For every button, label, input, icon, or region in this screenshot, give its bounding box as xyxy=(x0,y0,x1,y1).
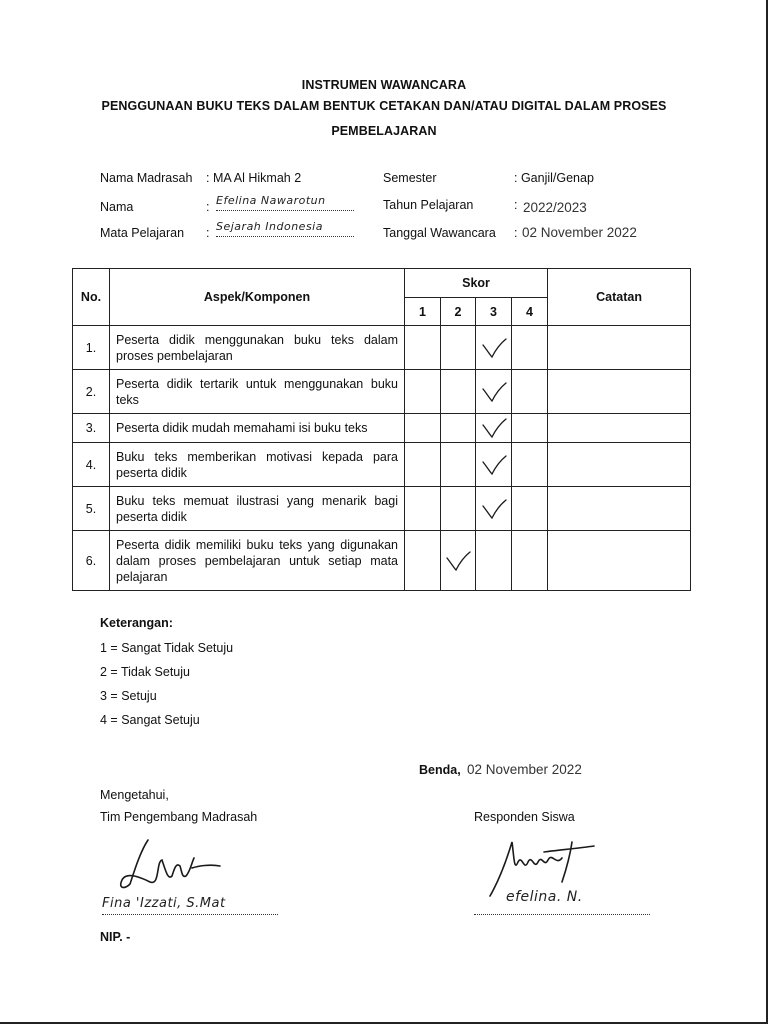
tanggal-label: Tanggal Wawancara xyxy=(383,226,496,240)
checkmark-icon xyxy=(476,417,511,439)
header-aspek: Aspek/Komponen xyxy=(110,269,405,326)
table-row xyxy=(73,531,691,591)
mapel-value-handwritten: Sejarah Indonesia xyxy=(216,220,354,237)
score-cell-2 xyxy=(441,443,476,487)
table-row xyxy=(73,326,691,370)
nip-label: NIP. - xyxy=(100,930,131,944)
tahun-colon: : xyxy=(514,198,518,212)
table-row xyxy=(73,414,691,443)
semester-label: Semester xyxy=(383,171,437,185)
header-score-2: 2 xyxy=(441,298,476,326)
assessment-table xyxy=(72,268,691,591)
table-row xyxy=(73,443,691,487)
checkmark-icon xyxy=(441,550,475,572)
score-cell-4 xyxy=(512,370,548,414)
checkmark-icon xyxy=(476,454,511,476)
right-signer-role: Responden Siswa xyxy=(474,810,575,824)
checkmark-icon xyxy=(476,337,511,359)
row-aspek: Buku teks memuat ilustrasi yang menarik bagi peserta didik xyxy=(110,487,405,531)
tahun-value: 2022/2023 xyxy=(523,200,587,215)
row-number: 2. xyxy=(73,370,110,414)
score-cell-1 xyxy=(405,443,441,487)
row-catatan xyxy=(548,414,691,443)
row-catatan xyxy=(548,531,691,591)
score-cell-3 xyxy=(476,414,512,443)
tanggal-colon: : xyxy=(514,226,518,240)
document-title-line1: INSTRUMEN WAWANCARA xyxy=(301,78,467,92)
score-cell-1 xyxy=(405,487,441,531)
header-catatan: Catatan xyxy=(548,269,691,326)
keterangan-title: Keterangan: xyxy=(100,616,173,630)
nama-label: Nama xyxy=(100,200,134,214)
score-cell-4 xyxy=(512,443,548,487)
row-catatan xyxy=(548,326,691,370)
score-cell-4 xyxy=(512,487,548,531)
document-title-line2: PENGGUNAAN BUKU TEKS DALAM BENTUK CETAKAN DAN/ATAU DIGITAL DALAM PROSES xyxy=(101,99,667,113)
score-cell-2 xyxy=(441,414,476,443)
left-signature xyxy=(110,832,230,902)
tanggal-value: 02 November 2022 xyxy=(522,225,637,240)
row-number: 3. xyxy=(73,414,110,443)
left-signer-role: Tim Pengembang Madrasah xyxy=(100,810,258,824)
keterangan-item: 2 = Tidak Setuju xyxy=(100,665,190,679)
mengetahui-label: Mengetahui, xyxy=(100,788,169,802)
mapel-label: Mata Pelajaran xyxy=(100,226,185,240)
checkmark-icon xyxy=(476,498,511,520)
row-number: 1. xyxy=(73,326,110,370)
score-cell-4 xyxy=(512,414,548,443)
right-signature-line xyxy=(474,913,650,915)
tahun-label: Tahun Pelajaran xyxy=(383,198,474,212)
score-cell-3 xyxy=(476,326,512,370)
row-aspek: Peserta didik mudah memahami isi buku teks xyxy=(110,414,405,443)
madrasah-label: Nama Madrasah xyxy=(100,171,193,185)
row-catatan xyxy=(548,487,691,531)
score-cell-3 xyxy=(476,487,512,531)
row-catatan xyxy=(548,370,691,414)
header-score-4: 4 xyxy=(512,298,548,326)
nama-value-handwritten: Efelina Nawarotun xyxy=(216,194,354,211)
table-row xyxy=(73,487,691,531)
score-cell-3 xyxy=(476,443,512,487)
score-cell-1 xyxy=(405,370,441,414)
score-cell-2 xyxy=(441,370,476,414)
table-row xyxy=(73,370,691,414)
row-aspek: Peserta didik tertarik untuk menggunakan buku teks xyxy=(110,370,405,414)
place-label: Benda, xyxy=(419,763,461,777)
header-no: No. xyxy=(73,269,110,326)
checkmark-icon xyxy=(476,381,511,403)
row-number: 5. xyxy=(73,487,110,531)
row-aspek: Buku teks memberikan motivasi kepada para peserta didik xyxy=(110,443,405,487)
keterangan-item: 3 = Setuju xyxy=(100,689,157,703)
row-number: 4. xyxy=(73,443,110,487)
row-number: 6. xyxy=(73,531,110,591)
score-cell-1 xyxy=(405,531,441,591)
document-title-line3: PEMBELAJARAN xyxy=(331,124,437,138)
row-aspek: Peserta didik memiliki buku teks yang digunakan dalam proses pembelajaran untuk setiap mata pelajaran xyxy=(110,531,405,591)
score-cell-4 xyxy=(512,531,548,591)
score-cell-3 xyxy=(476,370,512,414)
left-signer-name-handwritten: Fina 'Izzati, S.Mat xyxy=(102,896,278,915)
score-cell-1 xyxy=(405,414,441,443)
score-cell-2 xyxy=(441,531,476,591)
score-cell-3 xyxy=(476,531,512,591)
nama-colon: : xyxy=(206,200,210,214)
right-signer-name-handwritten: efelina. N. xyxy=(506,889,583,905)
keterangan-item: 1 = Sangat Tidak Setuju xyxy=(100,641,234,655)
header-skor: Skor xyxy=(405,269,548,298)
madrasah-value: : MA Al Hikmah 2 xyxy=(206,171,302,185)
keterangan-item: 4 = Sangat Setuju xyxy=(100,713,200,727)
header-score-1: 1 xyxy=(405,298,441,326)
sign-date: 02 November 2022 xyxy=(467,762,582,777)
score-cell-2 xyxy=(441,487,476,531)
row-aspek: Peserta didik menggunakan buku teks dalam proses pembelajaran xyxy=(110,326,405,370)
score-cell-4 xyxy=(512,326,548,370)
header-score-3: 3 xyxy=(476,298,512,326)
row-catatan xyxy=(548,443,691,487)
mapel-colon: : xyxy=(206,226,210,240)
score-cell-1 xyxy=(405,326,441,370)
semester-value: : Ganjil/Genap xyxy=(514,171,594,185)
score-cell-2 xyxy=(441,326,476,370)
